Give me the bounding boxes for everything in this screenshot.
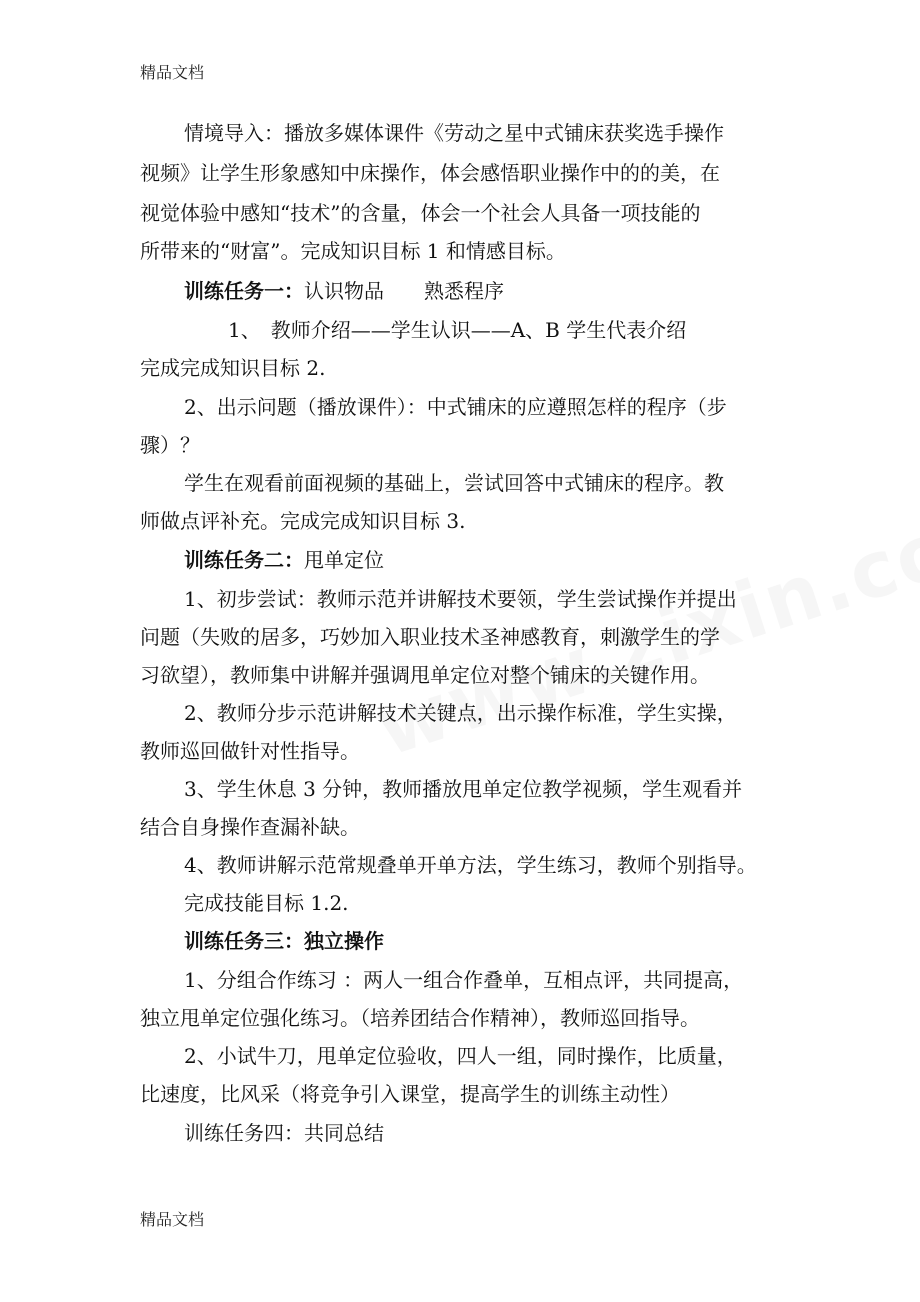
task2-item2-line-1: 2、教师分步示范讲解技术关键点，出示操作标准，学生实操，	[184, 701, 737, 725]
task2-line	[184, 545, 384, 575]
task2-item1-line-3: 习欲望），教师集中讲解并强调甩单定位对整个铺床的关键作用。	[140, 663, 710, 687]
task2-title: 甩单定位	[304, 548, 384, 572]
task2-item3-line-2: 结合自身操作查漏补缺。	[140, 815, 360, 839]
page-header: 精品文档	[140, 63, 205, 82]
task4-heading: 训练任务四：共同总结	[184, 1121, 384, 1145]
task1-para-line-1: 学生在观看前面视频的基础上，尝试回答中式铺床的程序。教	[184, 471, 724, 495]
task2-item1-line-1: 1、初步尝试：教师示范并讲解技术要领，学生尝试操作并提出	[184, 587, 737, 611]
task2-item4-line-1: 4、教师讲解示范常规叠单开单方法，学生练习，教师个别指导。	[184, 853, 757, 877]
task2-item4-line-2: 完成技能目标 1.2.	[184, 891, 349, 915]
page-footer: 精品文档	[140, 1210, 205, 1229]
task1-item2-line-2: 骤）？	[140, 433, 200, 457]
task1-line	[184, 276, 504, 306]
task1-item1-goal: 完成完成知识目标 2.	[140, 356, 326, 380]
intro-line-3: 视觉体验中感知“技术”的含量，体会一个社会人具备一项技能的	[140, 201, 701, 225]
intro-line-4: 所带来的“财富”。完成知识目标 1 和情感目标。	[140, 239, 566, 263]
task1-item1: 1、 教师介绍——学生认识——A、B 学生代表介绍	[228, 318, 687, 342]
task1-item2-line-1: 2、出示问题（播放课件）：中式铺床的应遵照怎样的程序（步	[184, 395, 727, 419]
intro-line-1: 情境导入：播放多媒体课件《劳动之星中式铺床获奖选手操作	[184, 121, 724, 145]
task2-item1-line-2: 问题（失败的居多，巧妙加入职业技术圣神感教育，刺激学生的学	[140, 625, 720, 649]
task2-item3-line-1: 3、学生休息 3 分钟，教师播放甩单定位教学视频，学生观看并	[184, 777, 743, 801]
task3-item2-line-1: 2、小试牛刀，甩单定位验收，四人一组，同时操作，比质量，	[184, 1044, 737, 1068]
intro-line-2: 视频》让学生形象感知中床操作，体会感悟职业操作中的的美，在	[140, 161, 720, 185]
task1-heading: 训练任务一：	[184, 279, 304, 303]
task3-heading: 训练任务三：独立操作	[184, 929, 384, 953]
task3-item1-line-2: 独立甩单定位强化练习。（培养团结合作精神），教师巡回指导。	[140, 1006, 700, 1030]
task3-item2-line-2: 比速度，比风采（将竞争引入课堂，提高学生的训练主动性）	[140, 1082, 680, 1106]
task2-item2-line-2: 教师巡回做针对性指导。	[140, 739, 360, 763]
task1-title: 认识物品 熟悉程序	[304, 279, 504, 303]
task1-para-line-2: 师做点评补充。完成完成知识目标 3.	[140, 509, 466, 533]
task3-item1-line-1: 1、分组合作练习 ：两人一组合作叠单，互相点评，共同提高，	[184, 968, 744, 992]
task2-heading: 训练任务二：	[184, 548, 304, 572]
